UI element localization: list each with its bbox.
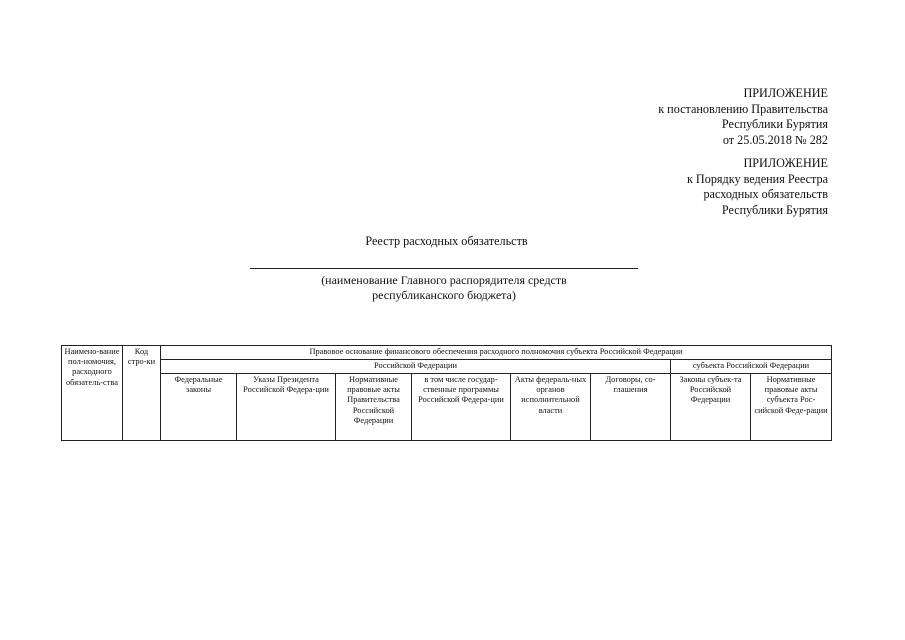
header-line-code: Код стро-ки [123,346,161,441]
appendix-1-line-4: от 25.05.2018 № 282 [722,132,828,147]
appendix-1-header [658,86,828,148]
appendix-2-line-3: расходных обязательств [703,187,828,201]
header-group-rf: Российской Федерации [161,360,671,374]
appendix-1-line-2: к постановлению Правительства [658,101,828,116]
appendix-1-title: ПРИЛОЖЕНИЕ [743,86,828,100]
appendix-2-title: ПРИЛОЖЕНИЕ [743,156,828,170]
header-obligation-name: Наимено-вание пол-номочия, расходного обязатель-ства [62,346,123,441]
col-state-programs: в том числе государ-ственные программы Российской Федера-ции [412,374,511,441]
name-caption [250,273,638,303]
col-president-decrees: Указы Президента Российской Федера-ции [237,374,336,441]
name-fill-line [250,268,638,269]
appendix-2-header [687,156,828,218]
appendix-1-line-3: Республики Бурятия [721,117,828,131]
col-agreements: Договоры, со-глашения [591,374,671,441]
name-caption-line-1: (наименование Главного распорядителя средств [321,273,567,287]
appendix-2-line-2: к Порядку ведения Реестра [686,171,828,186]
col-subject-laws: Законы субъек-та Российской Федерации [671,374,751,441]
header-legal-basis: Правовое основание финансового обеспечения расходного полномочия субъекта Российской Федерации [161,346,832,360]
name-caption-line-2: республиканского бюджета) [372,288,516,302]
appendix-2-line-4: Республики Бурятия [721,202,828,217]
col-federal-laws: Федеральные законы [161,374,237,441]
col-government-acts: Нормативные правовые акты Правительства Российской Федерации [336,374,412,441]
register-table [61,345,832,441]
col-subject-acts: Нормативные правовые акты субъекта Рос-сийской Феде-рации [751,374,832,441]
register-title: Реестр расходных обязательств [365,234,528,248]
col-federal-executive-acts: Акты федераль-ных органов исполнительной власти [511,374,591,441]
header-group-subject: субъекта Российской Федерации [671,360,832,374]
